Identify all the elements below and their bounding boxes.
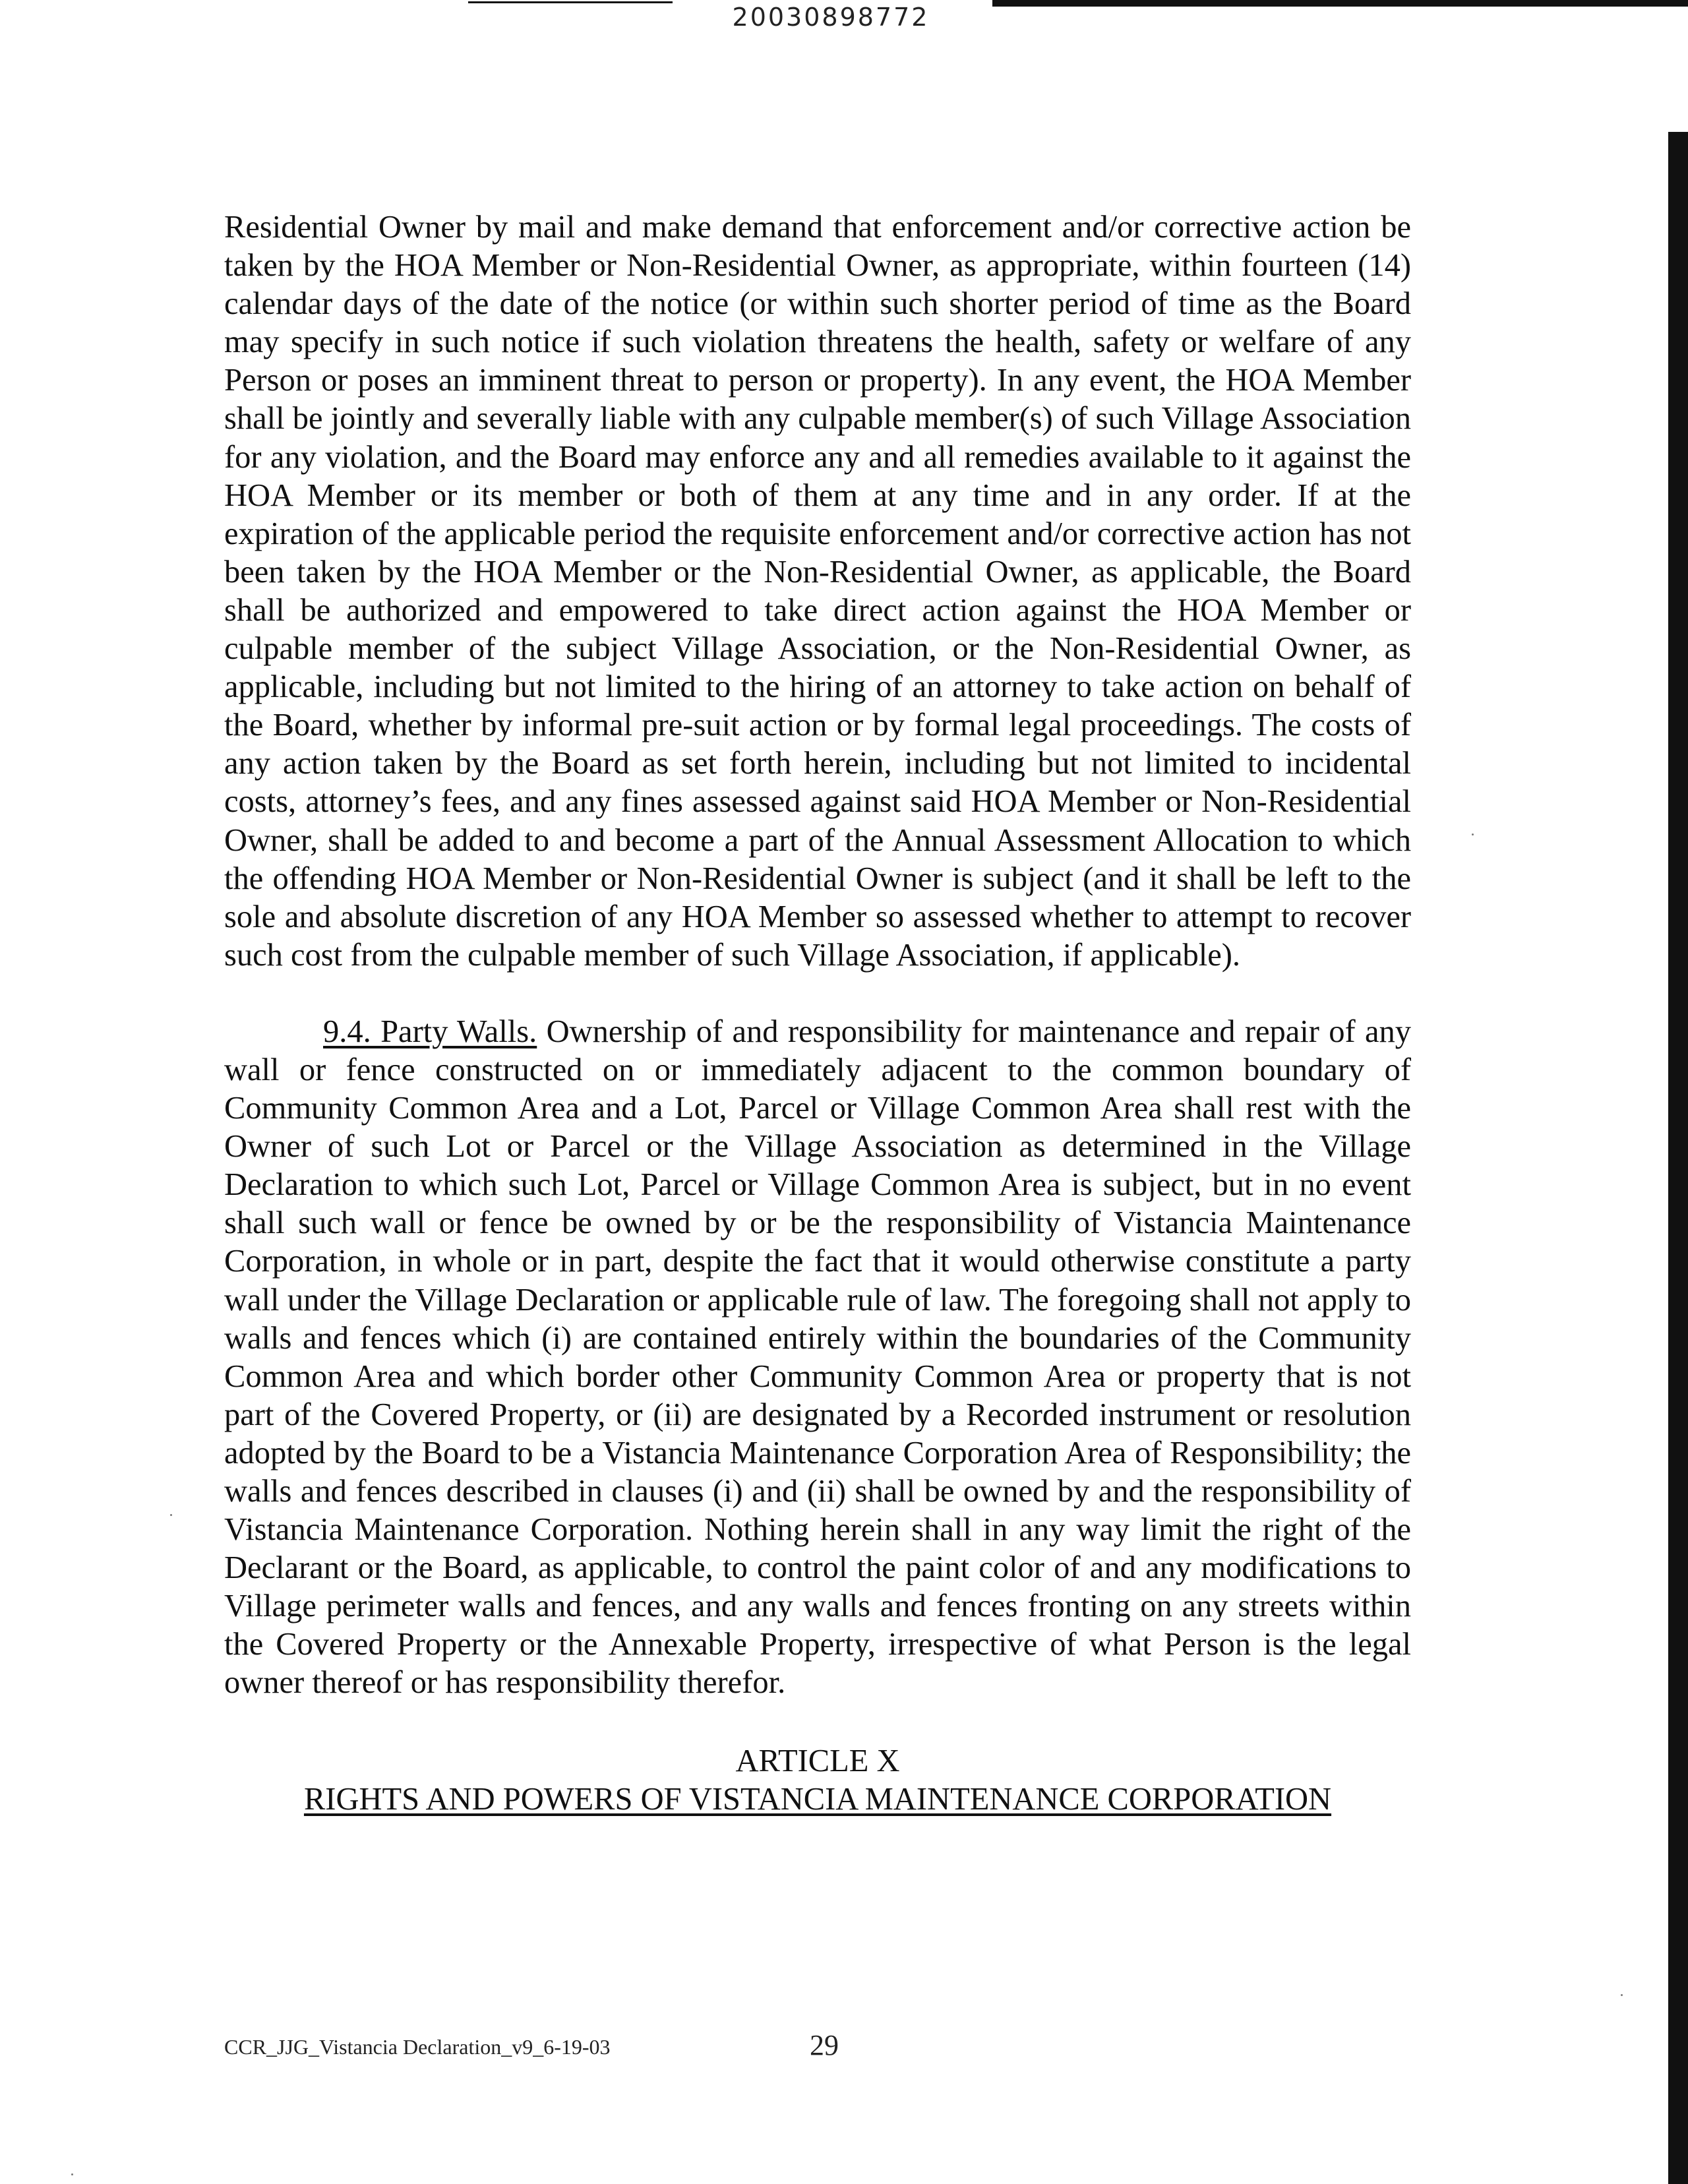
footer-file-name: CCR_JJG_Vistancia Declaration_v9_6-19-03	[224, 2035, 611, 2059]
section-9-4-heading: 9.4. Party Walls.	[323, 1014, 537, 1049]
article-number: ARTICLE X	[735, 1743, 900, 1778]
scan-speck	[1621, 1994, 1623, 1996]
header-rule-right	[992, 0, 1688, 7]
document-number: 20030898772	[732, 3, 930, 32]
scan-speck	[71, 2173, 73, 2175]
section-9-4	[224, 1013, 1411, 1703]
article-title: RIGHTS AND POWERS OF VISTANCIA MAINTENANCE CORPORATION	[303, 1781, 1332, 1817]
header-rule-left	[468, 1, 673, 3]
scan-edge-bar	[1668, 132, 1688, 2184]
section-9-4-text: Ownership of and responsibility for maintenance and repair of any wall or fence constructed on or immediately adjacent to the common boundary of Community Common Area and a Lot, Parcel or Village Common Area shall rest with the Owner of such Lot or Parcel or the Village Association as determined in the Village Declaration to which such Lot, Parcel or Village Common Area is subject, but in no event shall such wall or fence be owned by or be the responsibility of Vistancia Maintenance Corporation, in whole or in part, despite the fact that it would otherwise constitute a party wall under the Village Declaration or applicable rule of law. The foregoing shall not apply to walls and fences which (i) are contained entirely within the boundaries of the Community Common Area and which border other Community Common Area or property that is not part of the Covered Property, or (ii) are designated by a Recorded instrument or resolution adopted by the Board to be a Vistancia Maintenance Corporation Area of Responsibility; the walls and fences described in clauses (i) and (ii) shall be owned by and the responsibility of Vistancia Maintenance Corporation. Nothing herein shall in any way limit the right of the Declarant or the Board, as applicable, to control the paint color of and any modifications to Village perimeter walls and fences, and any walls and fences fronting on any streets within the Covered Property or the Annexable Property, irrespective of what Person is the legal owner thereof or has responsibility therefor.	[224, 1014, 1411, 1701]
scan-speck	[1472, 834, 1474, 835]
article-heading	[224, 1742, 1411, 1819]
paragraph-enforcement: Residential Owner by mail and make demand that enforcement and/or corrective action be taken by the HOA Member or Non-Residential Owner, as appropriate, within fourteen (14) calendar days of the date of the notice (or within such shorter period of time as the Board may specify in such notice if such violation threatens the health, safety or welfare of any Person or poses an imminent threat to person or property). In any event, the HOA Member shall be jointly and severally liable with any culpable member(s) of such Village Association for any violation, and the Board may enforce any and all remedies available to it against the HOA Member or its member or both of them at any time and in any order. If at the expiration of the applicable period the requisite enforcement and/or corrective action has not been taken by the HOA Member or the Non-Residential Owner, as applicable, the Board shall be authorized and empowered to take direct action against the HOA Member or culpable member of the subject Village Association, or the Non-Residential Owner, as applicable, including but not limited to the hiring of an attorney to take action on behalf of the Board, whether by informal pre-suit action or by formal legal proceedings. The costs of any action taken by the Board as set forth herein, including but not limited to incidental costs, attorney’s fees, and any fines assessed against said HOA Member or Non-Residential Owner, shall be added to and become a part of the Annual Assessment Allocation to which the offending HOA Member or Non-Residential Owner is subject (and it shall be left to the sole and absolute discretion of any HOA Member so assessed whether to attempt to recover such cost from the culpable member of such Village Association, if applicable).	[224, 210, 1411, 973]
scan-speck	[170, 1514, 172, 1516]
page-number: 29	[810, 2029, 839, 2061]
document-body	[224, 208, 1411, 1819]
